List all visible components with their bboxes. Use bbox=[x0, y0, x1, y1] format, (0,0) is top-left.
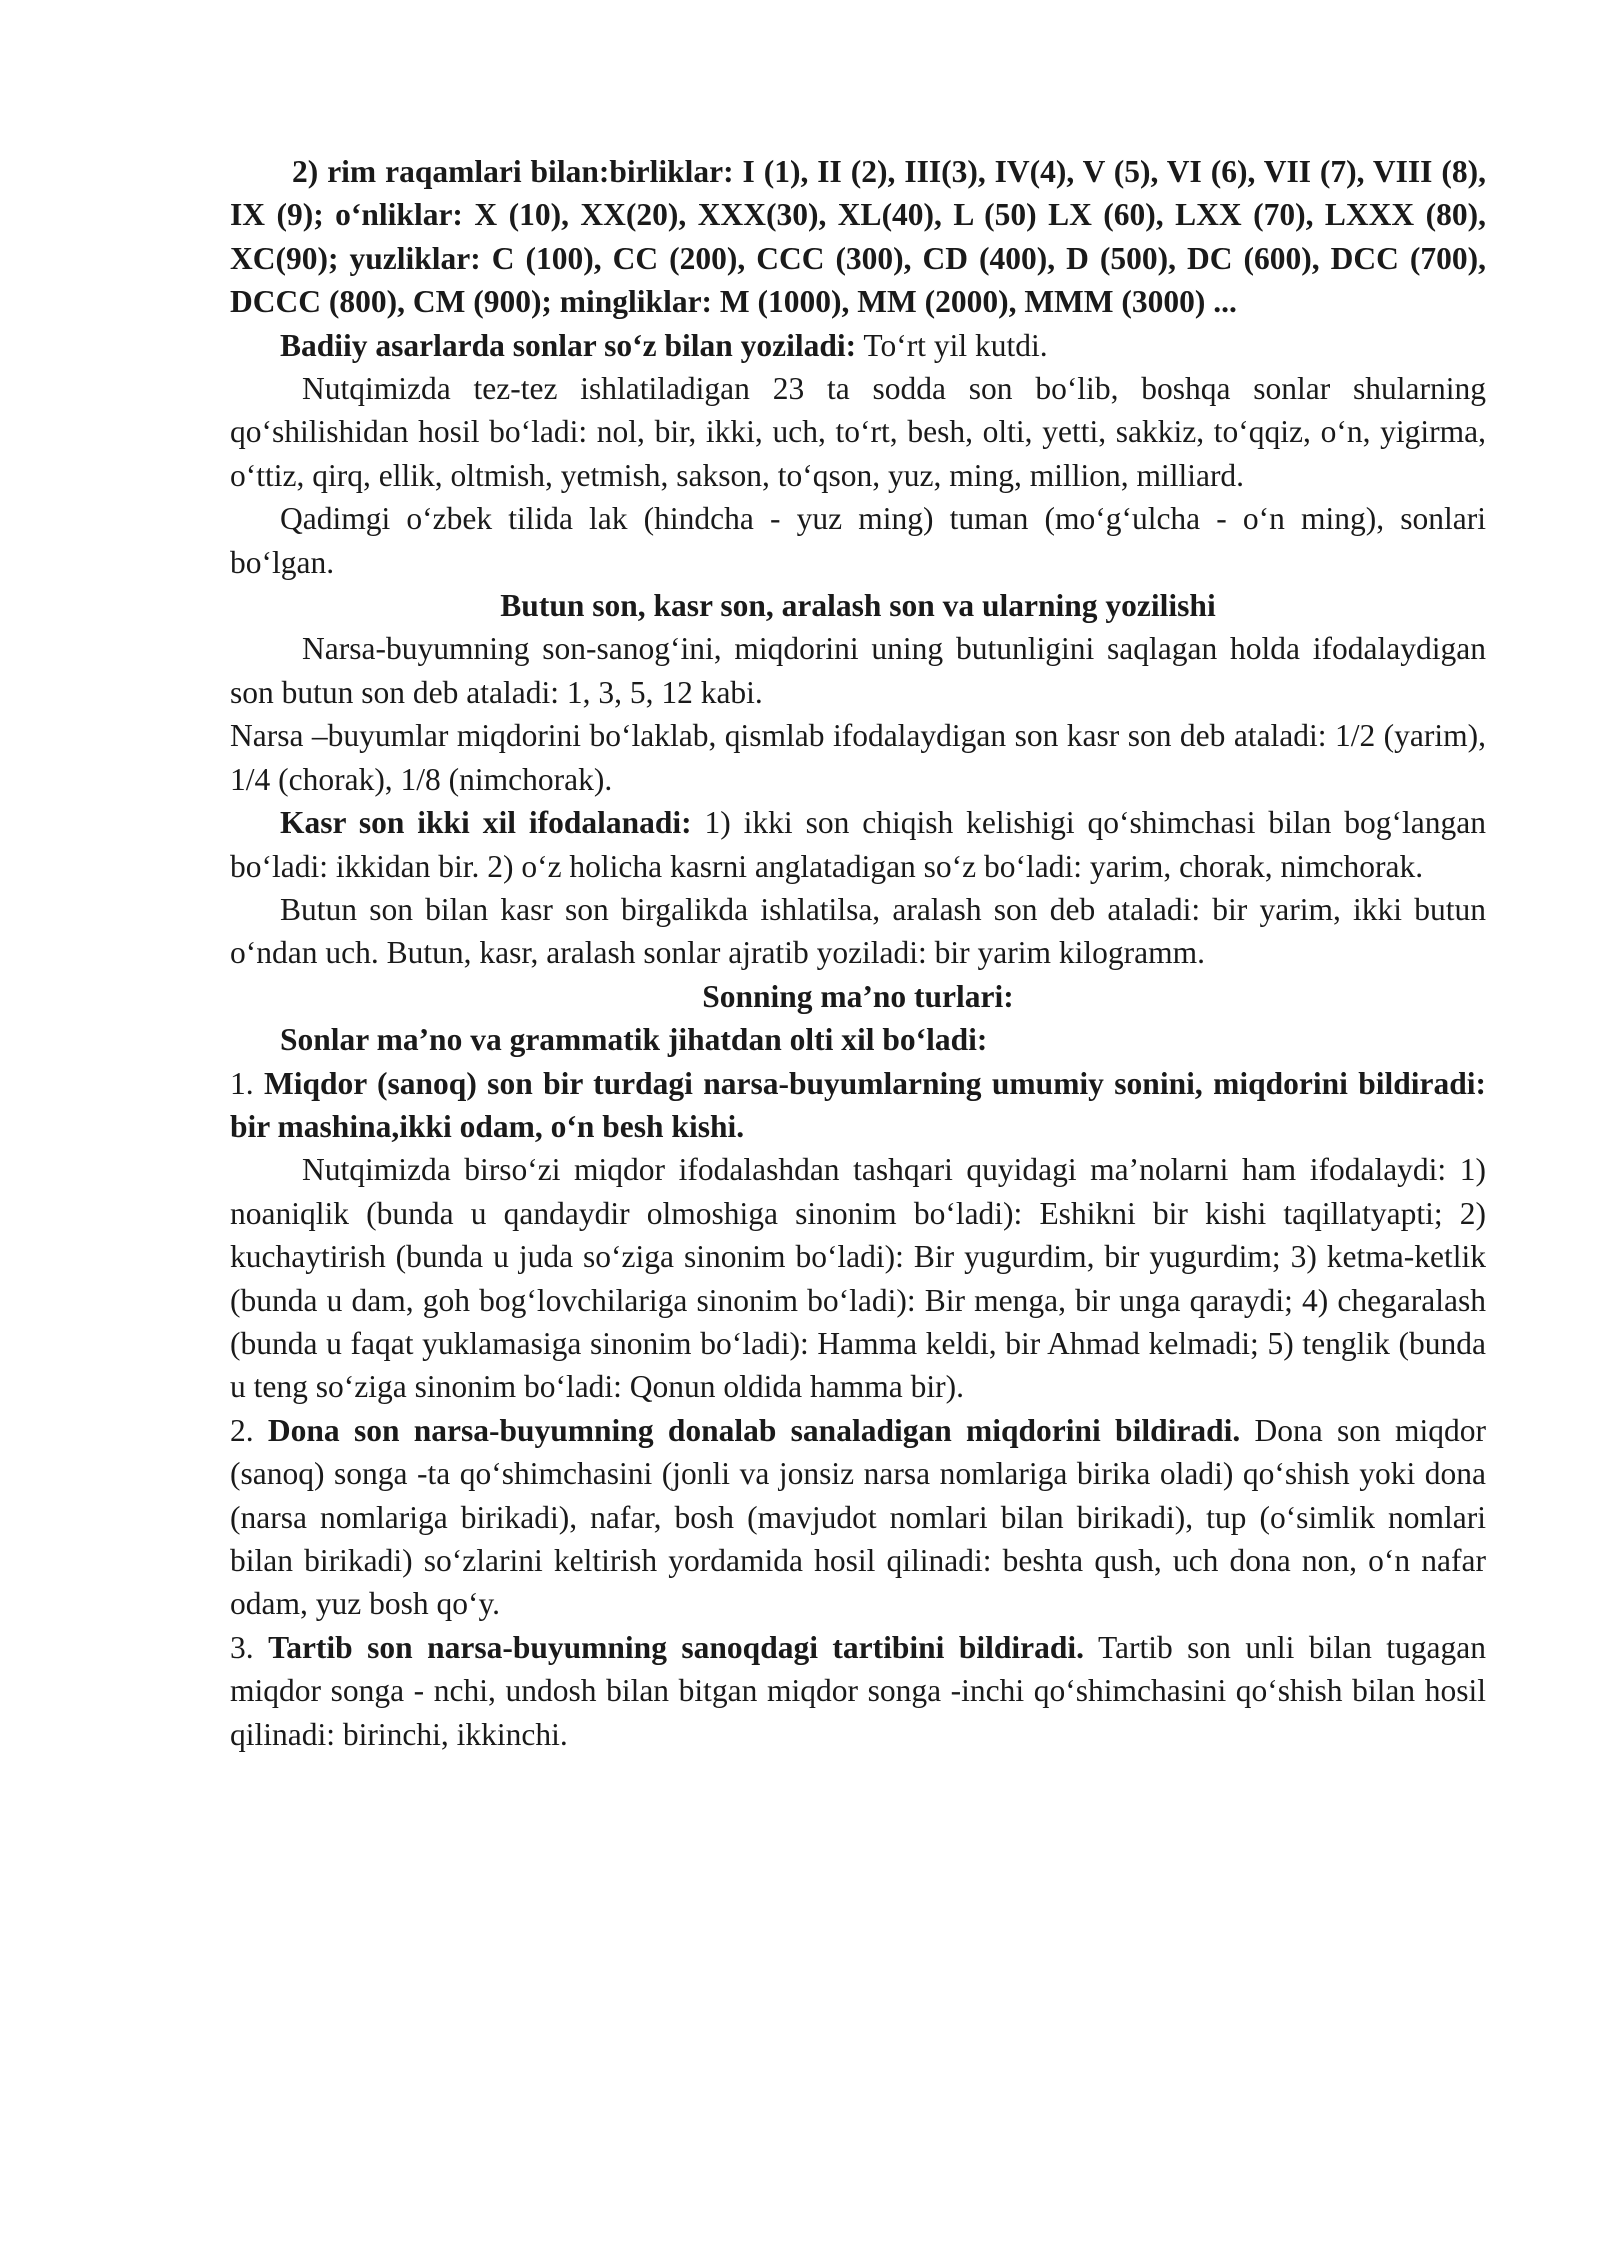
paragraph-text: Tartib son unli bilan tugagan miqdor songa - nchi, undosh bilan bitgan miqdor songa -inchi qo‘shimchasini qo‘shish bilan hosil qilinadi: birinchi, ikkinchi. bbox=[230, 1629, 1486, 1752]
document-page bbox=[230, 150, 1486, 1756]
bold-lead: Kasr son ikki xil ifodalanadi: bbox=[280, 805, 692, 841]
section-heading-meaning-types: Sonning ma’no turlari: bbox=[702, 978, 1014, 1014]
section-heading-number-types: Butun son, kasr son, aralash son va ularning yozilishi bbox=[500, 588, 1216, 624]
list-number: 1. bbox=[230, 1065, 264, 1101]
paragraph-text: 1) ikki son chiqish kelishigi qo‘shimchasi bilan bog‘langan bo‘ladi: ikkidan bir. 2) o‘z holicha kasrni anglatadigan so‘z bo‘ladi: yarim, chorak, nimchorak. bbox=[230, 805, 1486, 884]
list-item-piece-number bbox=[230, 1409, 1486, 1626]
paragraph-whole-number: Narsa-buyumning son-sanog‘ini, miqdorini uning butunligini saqlagan holda ifodalaydigan son butun son deb ataladi: 1, 3, 5, 12 kabi. bbox=[230, 631, 1486, 710]
paragraph-written-in-words bbox=[230, 324, 1486, 367]
paragraph-fraction: Narsa –buyumlar miqdorini bo‘laklab, qismlab ifodalaydigan son kasr son deb ataladi: 1/2 (yarim), 1/4 (chorak), 1/8 (nimchorak). bbox=[230, 718, 1486, 797]
paragraph-text: To‘rt yil kutdi. bbox=[856, 327, 1048, 363]
bold-lead: Badiiy asarlarda sonlar so‘z bilan yoziladi: bbox=[280, 327, 857, 363]
list-item-quantity-number bbox=[230, 1062, 1486, 1149]
bold-lead: Miqdor (sanoq) son bir turdagi narsa-buyumlarning umumiy sonini, miqdorini bildiradi: bir mashina,ikki odam, o‘n besh kishi. bbox=[230, 1065, 1487, 1144]
paragraph-bir-meanings: Nutqimizda birso‘zi miqdor ifodalashdan tashqari quyidagi ma’nolarni ham ifodalaydi: 1) noaniqlik (bunda u qandaydir olmoshiga sinonim bo‘ladi): Eshikni bir kishi taqillatyapti; 2) kuchaytirish (bunda u juda so‘ziga sinonim bo‘ladi): Bir yugurdim, bir yugurdim; 3) ketma-ketlik (bunda u dam, goh bog‘lovchilariga sinonim bo‘ladi): Bir menga, bir unga qaraydi; 4) chegaralash (bunda u faqat yuklamasiga sinonim bo‘ladi): Hamma keldi, bir Ahmad kelmadi; 5) tenglik (bunda u teng so‘ziga sinonim bo‘ladi: Qonun oldida hamma bir). bbox=[230, 1152, 1486, 1405]
paragraph-six-types: Sonlar ma’no va grammatik jihatdan olti xil bo‘ladi: bbox=[280, 1022, 988, 1058]
paragraph-mixed-number: Butun son bilan kasr son birgalikda ishlatilsa, aralash son deb ataladi: bir yarim, ikki butun o‘ndan uch. Butun, kasr, aralash sonlar ajratib yoziladi: bir yarim kilogramm. bbox=[230, 891, 1486, 971]
paragraph-text: Dona son miqdor (sanoq) songa -ta qo‘shimchasini (jonli va jonsiz narsa nomlariga birika oladi) qo‘shish yoki dona (narsa nomlariga birikadi), nafar, bosh (mavjudot nomlari bilan birikadi), tup (o‘simlik nomlari bilan birikadi) so‘zlarini keltirish yordamida hosil qilinadi: beshta qush, uch dona non, o‘n nafar odam, yuz bosh qo‘y. bbox=[230, 1412, 1487, 1622]
bold-lead: Dona son narsa-buyumning donalab sanaladigan miqdorini bildiradi. bbox=[267, 1412, 1241, 1448]
paragraph-simple-numbers: Nutqimizda tez-tez ishlatiladigan 23 ta sodda son bo‘lib, boshqa sonlar shularning qo‘shilishidan hosil bo‘ladi: nol, bir, ikki, uch, to‘rt, besh, olti, yetti, sakkiz, to‘qqiz, o‘n, yigirma, o‘ttiz, qirq, ellik, oltmish, yetmish, sakson, to‘qson, yuz, ming, million, milliard. bbox=[230, 371, 1486, 493]
list-number: 2. bbox=[230, 1412, 268, 1448]
roman-numerals-paragraph: 2) rim raqamlari bilan:birliklar: I (1), II (2), III(3), IV(4), V (5), VI (6), VII (7), VIII (8), IX (9); o‘nliklar: X (10), XX(20), XXX(30), XL(40), L (50) LX (60), LXX (70), LXXX (80), XC(90); yuzliklar: C (100), CC (200), CCC (300), CD (400), D (500), DC (600), DCC (700), DCCC (800), CM (900); mingliklar: M (1000), MM (2000), MMM (3000) ... bbox=[230, 154, 1486, 320]
paragraph-old-uzbek: Qadimgi o‘zbek tilida lak (hindcha - yuz ming) tuman (mo‘g‘ulcha - o‘n ming), sonlari bo‘lgan. bbox=[230, 501, 1486, 580]
bold-lead: Tartib son narsa-buyumning sanoqdagi tartibini bildiradi. bbox=[268, 1629, 1085, 1665]
list-item-ordinal-number bbox=[230, 1626, 1486, 1756]
paragraph-fraction-forms bbox=[230, 801, 1486, 888]
list-number: 3. bbox=[230, 1629, 269, 1665]
